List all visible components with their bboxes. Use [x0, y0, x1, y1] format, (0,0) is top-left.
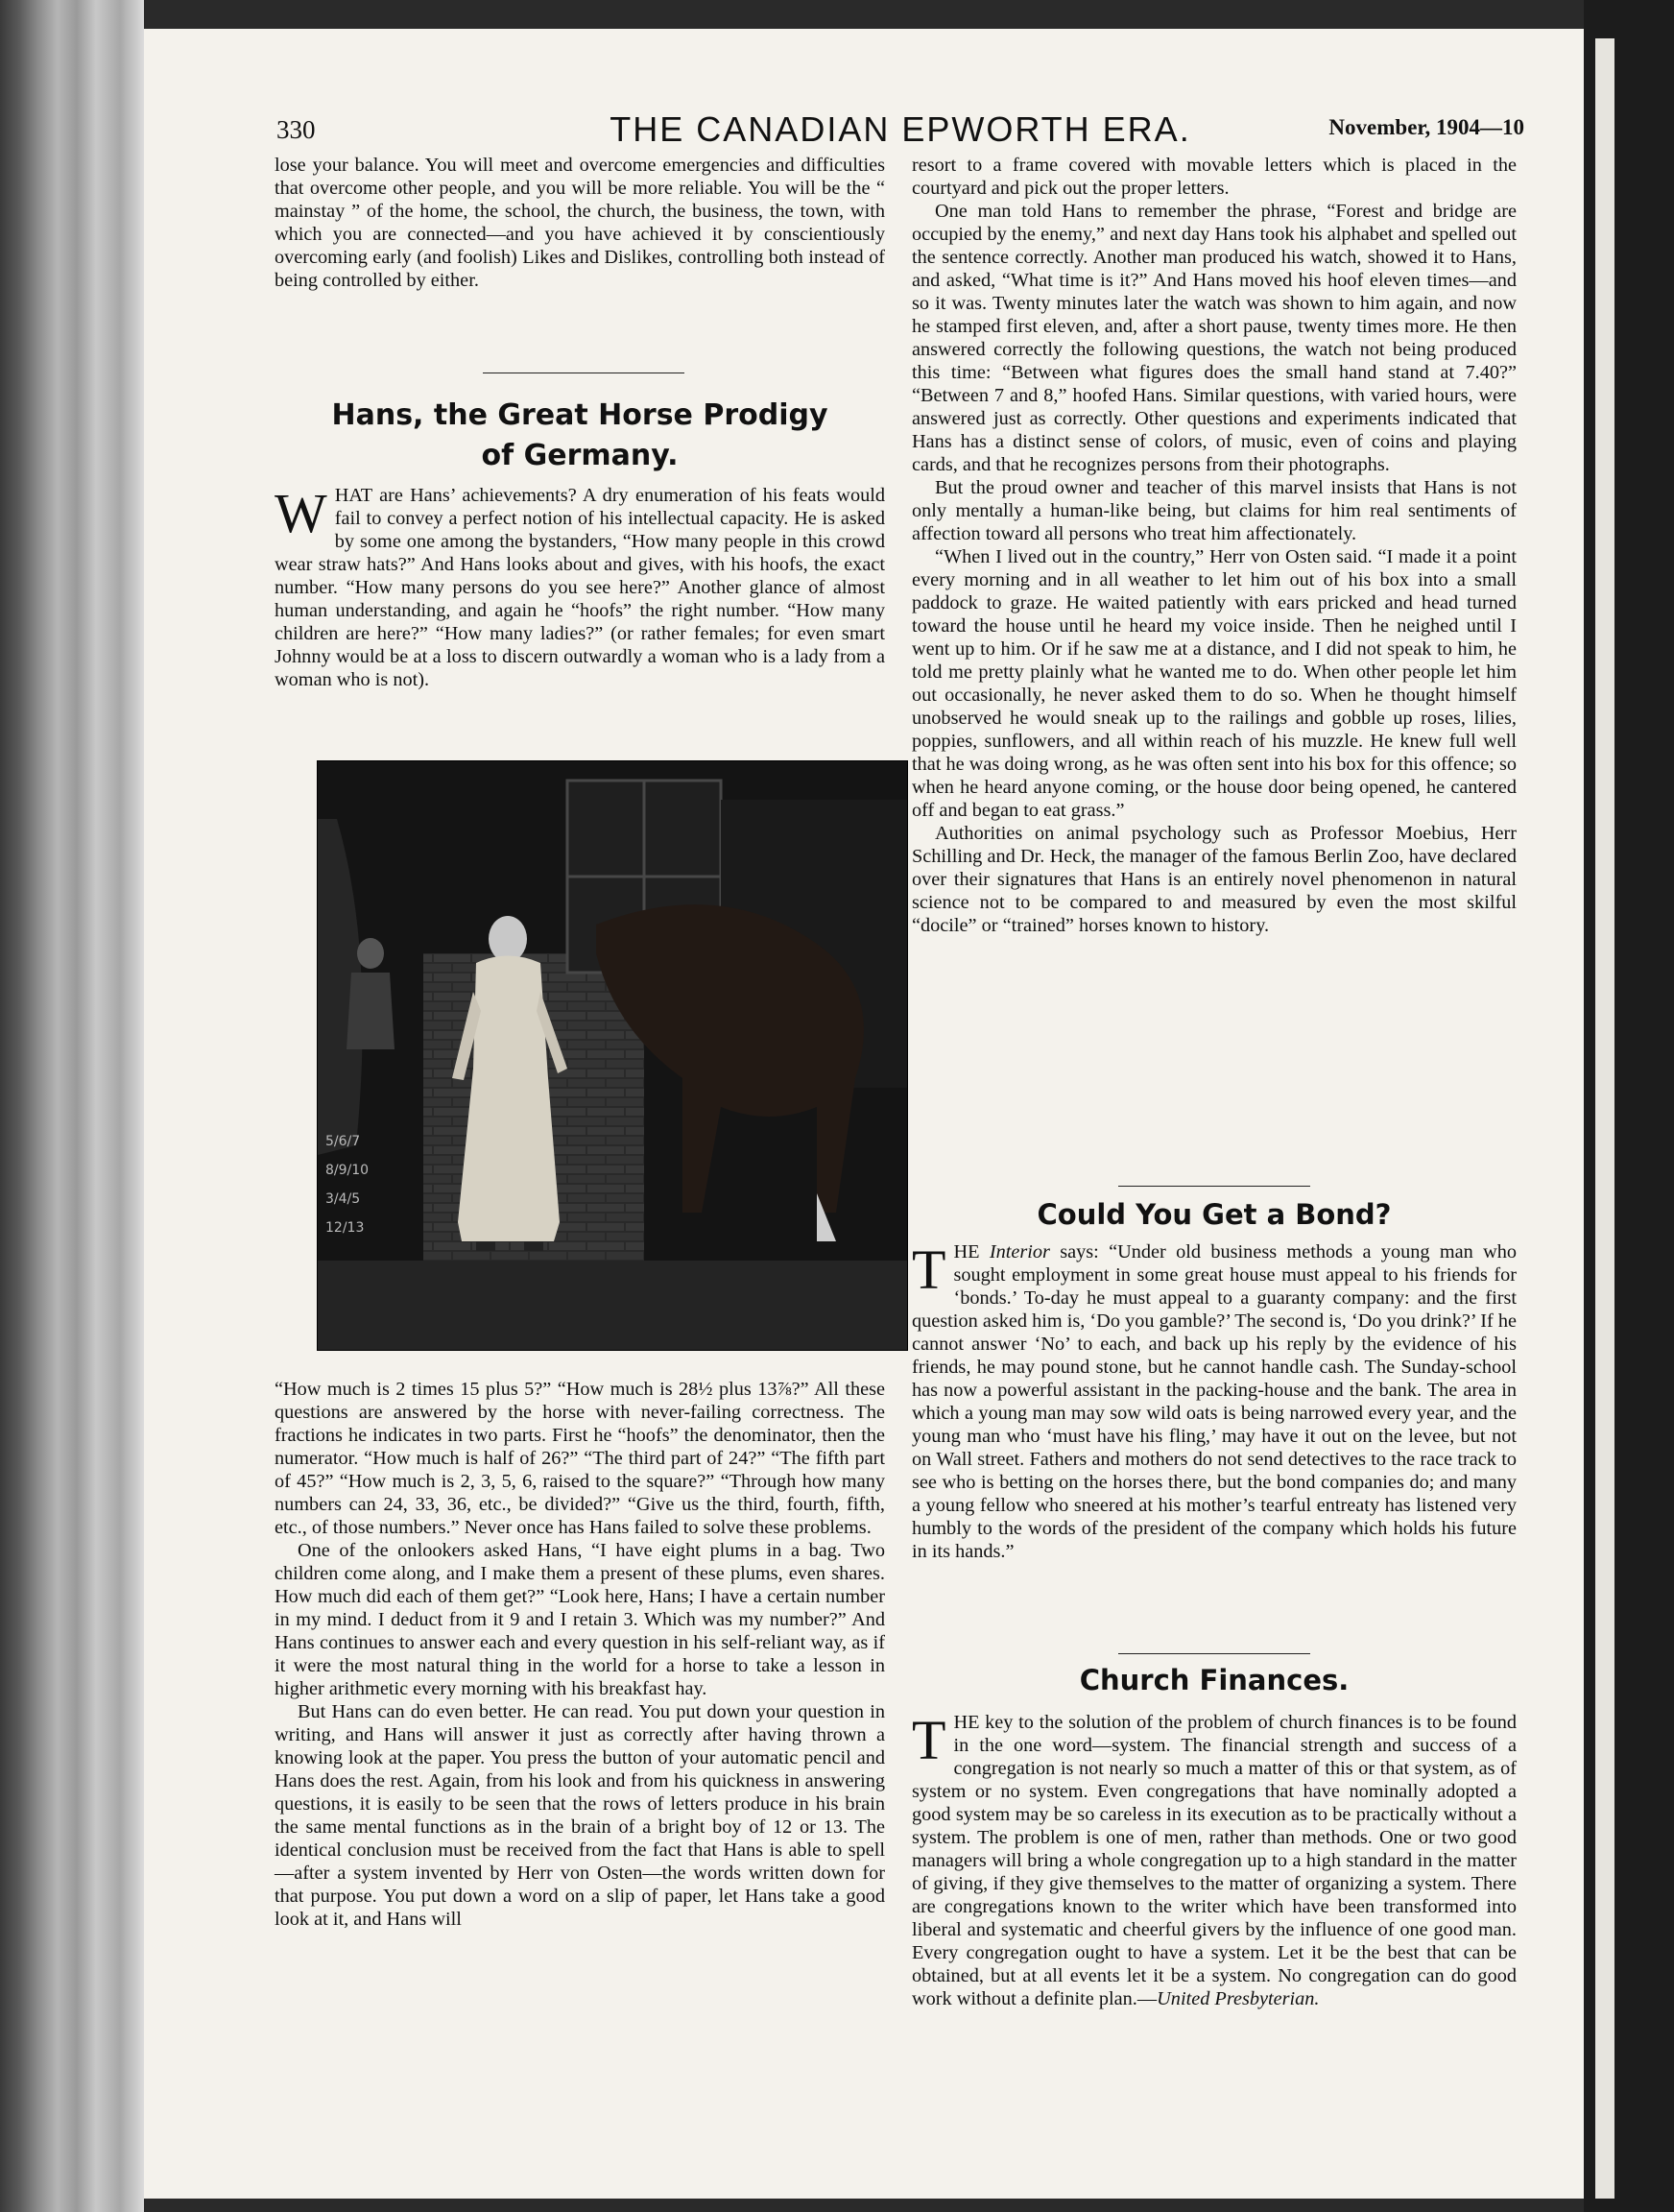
svg-text:3/4/5: 3/4/5	[325, 1191, 361, 1207]
hans-paragraph-4: But Hans can do even better. He can read. You put down your question in writing, and Hans will answer it just as correctly after having thrown a knowing look at the paper. You press the button of your automatic pencil and Hans does the rest. Again, from his look and from his quickness in answering questions, it is easily to be seen that the rows of letters produce in his brain the same mental functions as in the brain of a bright boy of 12 or 13. The identical conclusion must be received from the fact that Hans is able to spell—after a system invented by Herr von Osten—the words written down for that purpose. You put down a word on a slip of paper, let Hans take a good look at it, and Hans will	[275, 1701, 885, 1930]
hans-right-paragraph-1: resort to a frame covered with movable letters which is placed in the courtyard and pick out the proper letters.	[912, 155, 1517, 199]
church-dropcap: T	[912, 1709, 946, 1771]
bond-headline: Could You Get a Bond?	[1037, 1198, 1392, 1231]
hans-paragraph-2: “How much is 2 times 15 plus 5?” “How much is 28½ plus 13⅞?” All these questions are answered by the horse with never-failing correctness. The fractions he indicates in two parts. First he “hoofs” the denominator, then the numerator. “How much is half of 26?” “The third part of 24?” “The fifth part of 45?” “How much is 2, 3, 5, 6, raised to the square?” “Through how many numbers can 24, 33, 36, etc., be divided?” “Give us the third, fourth, fifth, etc., of those numbers.” Never once has Hans failed to solve these problems.	[275, 1379, 885, 1538]
book-binding	[0, 0, 144, 2212]
hans-continued	[275, 1378, 885, 1931]
church-headline: Church Finances.	[1079, 1664, 1350, 1696]
church-attribution: United Presbyterian.	[1157, 1988, 1320, 2009]
hans-dropcap: W	[275, 482, 327, 544]
section-divider	[1118, 1653, 1310, 1654]
hans-photograph	[317, 760, 908, 1351]
bond-source: Interior	[989, 1241, 1050, 1262]
issue-date: November, 1904—10	[1328, 115, 1524, 139]
photo-illustration	[318, 761, 907, 1350]
church-paragraph: THE key to the solution of the problem of church finances is to be found in the one word—system. The financial strength and success of a congregation is not nearly so much a matter of this or that system, as of system or no system. Even congregations that have nominally adopted a good system may be so careless in its execution as to be practically without a system. The problem is one of men, rather than methods. One or two good managers will bring a whole congregation up to a high standard in the matter of giving, if they give themselves to the matter of organizing a system. There are congregations known to the writer which have been transformed into liberal and systematic and cheerful givers by the influence of one good man. Every congregation ought to have a system. Let it be the best that can be obtained, but at all events let it be a system. No congregation can do good work without a definite plan.—United Presbyterian.	[912, 1709, 1517, 2009]
adjacent-page-strip	[1595, 38, 1614, 2199]
bond-dropcap: T	[912, 1238, 946, 1301]
bond-article	[912, 1240, 1517, 1563]
hans-paragraph-3: One of the onlookers asked Hans, “I have eight plums in a bag. Two children come along, and I make them a present of these plums, even shares. How much did each of them get?” “Look here, Hans; I have a certain number in my mind. I deduct from it 9 and I retain 3. Which was my number?” And Hans continues to answer each and every question in his self-reliant way, as if it were the most natural thing in the world for a horse to take a lesson in higher arithmetic every morning with his breakfast hay.	[275, 1540, 885, 1699]
hans-headline-line1: Hans, the Great Horse Prodigy	[331, 398, 828, 432]
svg-text:5/6/7: 5/6/7	[325, 1134, 361, 1149]
hans-right-paragraph-4: “When I lived out in the country,” Herr von Osten said. “I made it a point every morning and in all weather to let him out of his box into a small paddock to graze. He waited patiently with ears pricked and head turned toward the house until he heard my voice inside. Then he neighed until I went up to him. Or if he saw me at a distance, and I did not speak to him, he told me pretty plainly what he wanted me to do. When other people let him out occasionally, he never asked them to do so. When he thought himself unobserved he would sneak up to the railings and gobble up roses, lilies, poppies, sunflowers, and all within reach of his muzzle. He knew full well that he was doing wrong, as he was often sent into his box for this offence; so when he heard anyone coming, or the house door being opened, he cantered off and began to eat grass.”	[912, 546, 1517, 821]
hans-right-paragraph-2: One man told Hans to remember the phrase, “Forest and bridge are occupied by the enemy,” and next day Hans took his alphabet and spelled out the sentence correctly. Another man produced his watch, showed it to Hans, and asked, “What time is it?” And Hans moved his hoof eleven times—and so it was. Twenty minutes later the watch was shown to him again, and now he stamped first eleven, and, after a short pause, twenty times more. He then answered correctly the following questions, the watch not being produced this time: “Between what figures does the small hand stand at 7.40?” “Between 7 and 8,” hoofed Hans. Similar questions, with varied hours, were answered just as correctly. Other questions and experiments indicated that Hans has a distinct sense of colors, of music, even of coins and playing cards, and that he recognizes persons from their photographs.	[912, 201, 1517, 475]
hans-paragraph-1: WHAT are Hans’ achievements? A dry enumeration of his feats would fail to convey a perfect notion of his intellectual capacity. He is asked by some one among the bystanders, “How many people in this crowd wear straw hats?” And Hans looks about and gives, with his hoofs, the exact number. “How many persons do you see here?” Another glance of almost human understanding, and again he “hoofs” the right number. “How many children are here?” “How many ladies?” (or rather females; for even smart Johnny would be at a loss to discern outwardly a woman who is a lady from a woman who is not).	[275, 482, 885, 690]
hans-headline-line2: of Germany.	[481, 439, 679, 472]
intro-paragraph: lose your balance. You will meet and overcome emergencies and difficulties that overcome other people, and you will be more reliable. You will be the “ mainstay ” of the home, the school, the church, the business, the town, with which you are connected—and you have achieved it by conscientiously overcoming early (and foolish) Likes and Dislikes, controlling both instead of being controlled by either.	[275, 155, 885, 291]
page-header	[276, 84, 1524, 149]
hans-right-column	[912, 154, 1517, 937]
svg-text:8/9/10: 8/9/10	[325, 1163, 370, 1178]
magazine-page	[144, 29, 1584, 2199]
section-divider	[1118, 1186, 1310, 1187]
left-intro	[275, 154, 885, 292]
hans-right-paragraph-5: Authorities on animal psychology such as Professor Moebius, Herr Schilling and Dr. Heck, the manager of the famous Berlin Zoo, have declared over their signatures that Hans is an entirely novel phenomenon in natural science not to be compared to and measured by even the most skilful “docile” or “trained” horses known to history.	[912, 823, 1517, 936]
hans-headline	[275, 396, 885, 476]
page-number: 330	[276, 115, 316, 144]
bond-paragraph: THE Interior says: “Under old business methods a young man who sought employment in some great house must appeal to his friends for ‘bonds.’ To-day he must appeal to a guaranty company: and the first question asked him is, ‘Do you gamble?’ The second is, ‘Do you drink?’ If he cannot answer ‘No’ to each, and back up his reply by the evidence of his friends, he may pound stone, but he cannot handle cash. The Sunday-school has now a powerful assistant in the packing-house and the bank. The area in which a young man may sow wild oats is being narrowed every year, and the young man who ‘must have his fling,’ may have it out on the levee, but not on Wall street. Fathers and mothers do not send detectives to the race track to see who is betting on the horses there, but the bond companies do; and many a young fellow who sneered at his mother’s tearful entreaty has listened very humbly to the words of the president of the company which holds his future in its hands.”	[912, 1238, 1518, 1562]
magazine-title: THE CANADIAN EPWORTH ERA.	[610, 109, 1191, 149]
hans-right-paragraph-3: But the proud owner and teacher of this marvel insists that Hans is not only mentally a human-like being, but claims for him real sentiments of affection toward all persons who treat him affectionately.	[912, 477, 1517, 544]
church-article	[912, 1711, 1517, 2010]
hans-intro	[275, 484, 885, 691]
svg-text:12/13: 12/13	[325, 1220, 365, 1236]
